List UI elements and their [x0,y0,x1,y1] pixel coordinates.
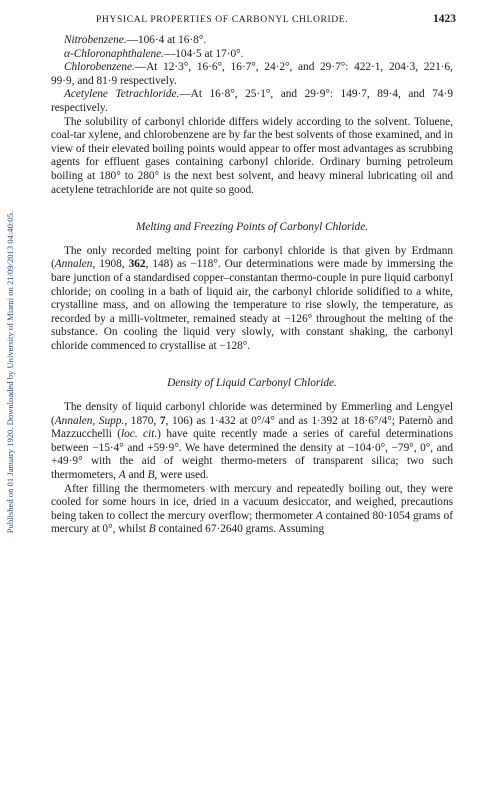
journal-citation: Annalen [54,258,93,271]
thermometer-a-label: A [315,509,323,522]
solubility-paragraph: The solubility of carbonyl chloride differs widely according to the solvent. Toluene, coal-tar xylene, and chlorobenzene are by far the best solvents of those examined, and in view of their elevated boiling points would appear to offer most advantages as scrubbing agents for effluent gases containing carbonyl chloride. Ordinary burning petroleum boiling at 180° to 280° is the next best solvent, and heavy mineral lubricating oil and acetylene tetrachloride are not quite so good. [51,115,453,196]
volume-number: 7 [159,414,166,427]
entry-name: Nitrobenzene. [64,34,127,46]
journal-citation: Annalen, Supp. [54,414,125,427]
entry-text: —104·5 at 17·0°. [163,47,244,60]
entry-chloronaphthalene [51,48,453,62]
download-watermark [4,92,16,652]
melting-section-heading: Melting and Freezing Points of Carbonyl Chloride. [135,221,369,234]
entry-name: α-Chloronaphthalene. [64,47,164,60]
procedure-paragraph: After filling the thermometers with mercury and repeatedly boiling out, they were cooled for some hours in ice, dried in a vacuum desiccator, and weighed, precautions being taken to collect the mercury overflow; thermometer A contained 80·1054 grams of mercury at 0°, whilst B contained 67·2640 grams. Assuming [51,482,453,536]
running-title: PHYSICAL PROPERTIES OF CARBONYL CHLORIDE. [96,14,349,25]
thermometer-b-label: B [148,523,156,536]
entry-name: Acetylene Tetrachloride. [64,88,180,101]
page-number: 1423 [433,13,456,25]
entry-text: —106·4 at 16·8°. [126,34,207,46]
download-watermark-text: Published on 01 January 1920. Downloaded by University of Miami on 21/09/2013 04:40:05. [5,210,15,534]
entry-nitrobenzene [51,34,453,48]
density-section-heading: Density of Liquid Carbonyl Chloride. [167,377,337,390]
thermometer-b-label: B [147,469,155,482]
loc-cit: loc. cit. [121,428,158,441]
thermometer-a-label: A [118,469,126,482]
melting-paragraph: The only recorded melting point for carbonyl chloride is that given by Erdmann (Annalen, 1908, 362, 148) as −118°. Our determinations were made by immersing the bare junction of a standardised copper–constantan thermo-couple in pure liquid carbonyl chloride; on cooling in a bath of liquid air, the carbonyl chloride solidified to a white, crystalline mass, and on allowing the temperature to rise slowly, the temperature, as recorded by a milli-voltmeter, remained steady at −126° throughout the melting of the substance. On cooling the liquid very slowly, with constant shaking, the carbonyl chloride commenced to crystallise at −128°. [51,244,453,352]
volume-number: 362 [128,258,146,271]
page-header [52,13,456,30]
entry-text: —At 12·3°, 16·6°, 16·7°, 24·2°, and 29·7°: 422·1, 204·3, 221·6, 99·9, and 81·9 respectively. [51,61,453,87]
entry-text: —At 16·8°, 25·1°, and 29·9°: 149·7, 89·4, and 74·9 respectively. [51,88,453,114]
entry-acetylene-tetrachloride [51,88,453,115]
density-paragraph: The density of liquid carbonyl chloride was determined by Emmerling and Lengyel (Annalen, Supp., 1870, 7, 106) as 1·432 at 0°/4° and as 1·392 at 18·6°/4°; Paternò and Mazzucchelli (loc. cit.) have quite recently made a series of careful determinations between −15·4° and +59·9°. We have determined the density at −104·0°, −79°, 0°, and +49·9° with the aid of weight thermo-meters of transparent silica; two such thermometers, A and B, were used. [51,401,454,482]
entry-chlorobenzene [51,61,453,88]
entry-name: Chlorobenzene. [64,61,135,74]
article-body [51,34,453,537]
